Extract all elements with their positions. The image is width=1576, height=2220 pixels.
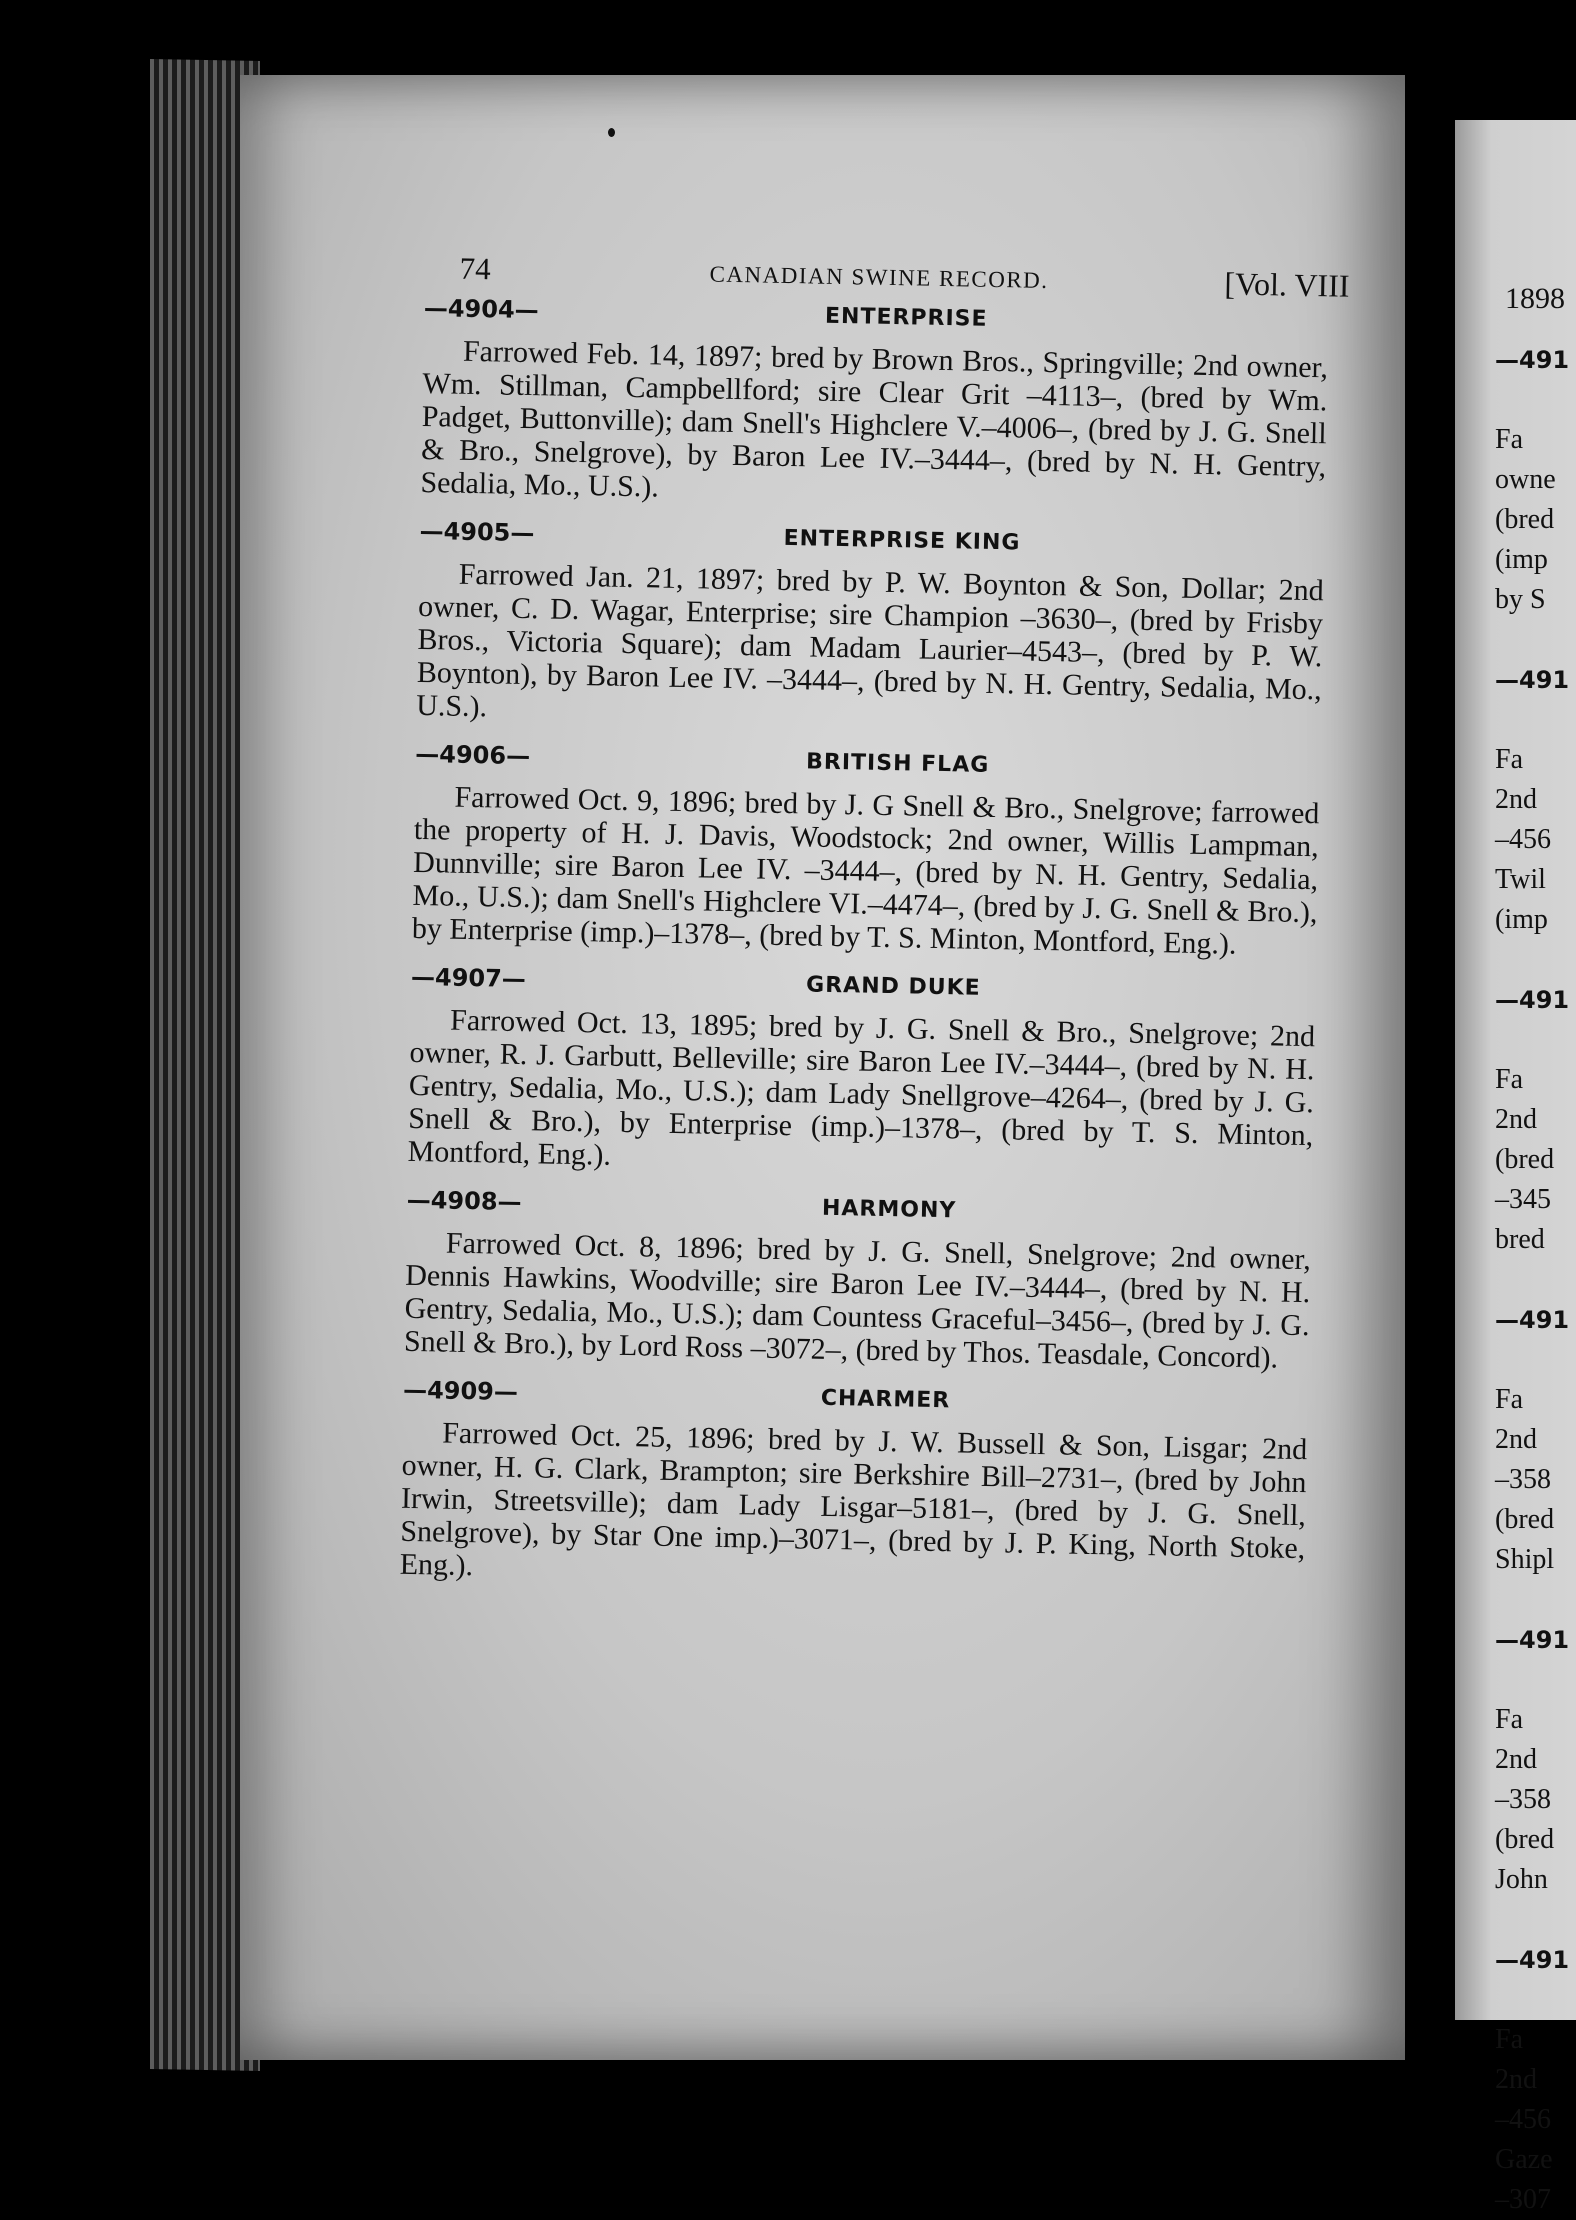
entry-text: Farrowed Jan. 21, 1897; bred by P. W. Boynton & Son, Dollar; 2nd owner, C. D. Wagar, Enterprise; sire Champion –3630–, (bred by Frisby Bros., Victoria Square); dam Madam Laurier–4543–, (bred by P. W. Boynton), by Baron Lee IV. –3444–, (bred by N. H. Gentry, Sedalia, Mo., U.S.). [415,557,1324,724]
right-page-line: –358 [1495,1464,1551,1495]
right-page-line [1495,1340,1576,1380]
right-page-line: —491 [1495,346,1570,374]
right-page-line [1495,1260,1576,1300]
running-title: CANADIAN SWINE RECORD. [709,261,1049,293]
entry-name: GRAND DUKE [805,972,981,1001]
ink-speck [608,128,615,137]
right-page-line: Fa [1495,2024,1523,2055]
right-page-line: (bred [1495,1144,1555,1175]
entry-name: CHARMER [820,1385,951,1414]
right-page-line: (bred [1495,504,1555,535]
right-page-line: —491 [1495,1946,1570,1974]
page-number: 74 [459,250,491,287]
right-page-line: Shipl [1495,1544,1555,1575]
record-entry [416,517,1325,739]
entry-number: —4904— [423,293,539,325]
right-page-line: by S [1495,584,1546,615]
right-page-line: 2nd [1495,1424,1537,1455]
right-page-line: (bred [1495,1504,1555,1535]
right-page-line: Fa [1495,424,1523,455]
right-page-line [1495,700,1576,740]
right-page-line [1495,1580,1576,1620]
entry-number: —4907— [410,962,527,994]
right-page-line: –307 [1495,2184,1551,2215]
right-page-line: owne [1495,464,1556,495]
right-page-line: (bred [1495,1824,1555,1855]
right-page-line: 2nd [1495,1744,1537,1775]
entry-number: —4909— [402,1375,519,1406]
right-page-line: 2nd [1495,1104,1537,1135]
right-page-line: 2nd [1495,784,1537,815]
right-page-line: —491 [1495,986,1570,1014]
entry-text: Farrowed Oct. 8, 1896; bred by J. G. Snell, Snelgrove; 2nd owner, Dennis Hawkins, Woodville; sire Baron Lee IV.–3444–, (bred by N. H. Gentry, Sedalia, Mo., U.S.); dam Countess Graceful–3456–, (bred by J. G. Snell & Bro.), by Lord Ross –3072–, (bred by Thos. Teasdale, Concord). [403,1226,1312,1375]
record-entry [412,740,1321,962]
volume-label: [Vol. VIII [1224,265,1350,304]
entry-name: ENTERPRISE [824,303,988,332]
right-page-line: –345 [1495,1184,1551,1215]
entry-text: Farrowed Oct. 13, 1895; bred by J. G. Snell & Bro., Snelgrove; 2nd owner, R. J. Garbutt, Belleville; sire Baron Lee IV.–3444–, (bred by N. H. Gentry, Sedalia, Mo., U.S.); dam Lady Snellgrove–4264–, (bred by J. G. Snell & Bro.), by Enterprise (imp.)–1378–, (bred by T. S. Minton, Montford, Eng.). [407,1003,1316,1172]
right-page-line [1495,380,1576,420]
right-page-line: Fa [1495,1384,1523,1415]
entry-number: —4905— [419,516,535,548]
right-page-year: 1898 [1505,282,1565,315]
entry-text: Farrowed Oct. 9, 1896; bred by J. G Snell & Bro., Snelgrove; farrowed the property of H. J. Davis, Woodstock; 2nd owner, Willis Lampman, Dunnville; sire Baron Lee IV. –3444–, (bred by N. H. Gentry, Sedalia, Mo., U.S.); dam Snell's Highclere VI.–4474–, (bred by J. G. Snell & Bro.), by Enterprise (imp.)–1378–, (bred by T. S. Minton, Montford, Eng.). [411,780,1320,961]
record-entry [420,294,1329,516]
right-page-line: (imp [1495,904,1548,935]
entry-number: —4906— [415,739,531,771]
right-page-line: —491 [1495,666,1570,694]
entry-name: BRITISH FLAG [805,749,990,778]
right-page-line [1495,620,1576,660]
right-page-line: (imp [1495,544,1548,575]
right-page-line: 2nd [1495,2064,1537,2095]
right-page-line: Twil [1495,864,1546,895]
right-page-line: —491 [1495,1306,1570,1334]
record-entry [407,963,1316,1185]
right-page-line: Fa [1495,1064,1523,1095]
right-page-line: John [1495,1864,1548,1895]
right-page-line [1495,1900,1576,1940]
right-page-line: Fa [1495,744,1523,775]
right-page-line: bred [1495,1224,1545,1255]
right-page-line: –358 [1495,1784,1551,1815]
right-page-line: –456 [1495,824,1551,855]
entry-number: —4908— [406,1185,522,1217]
book-gutter [1405,60,1455,2110]
right-page-fragments [1495,340,1576,2220]
right-page-line: Fa [1495,1704,1523,1735]
entry-text: Farrowed Oct. 25, 1896; bred by J. W. Bussell & Son, Lisgar; 2nd owner, H. G. Clark, Brampton; sire Berkshire Bill–2731–, (bred by John Irwin, Streetsville); dam Lady Lisgar–5181–, (bred by J. G. Snell, Snelgrove), by Star One imp.)–3071–, (bred by J. P. King, North Stoke, Eng.). [399,1416,1308,1583]
right-page-line [1495,1020,1576,1060]
right-page-line [1495,940,1576,980]
right-page-line: –456 [1495,2104,1551,2135]
right-page-line: —491 [1495,1626,1570,1654]
entry-name: HARMONY [821,1195,957,1224]
record-entry [404,1186,1312,1375]
right-page-line [1495,1980,1576,2020]
entry-text: Farrowed Feb. 14, 1897; bred by Brown Bros., Springville; 2nd owner, Wm. Stillman, Campbellford; sire Clear Grit –4113–, (bred by Wm. Padget, Buttonville); dam Snell's Highclere V.–4006–, (bred by J. G. Snell & Bro., Snelgrove), by Baron Lee IV.–3444–, (bred by N. H. Gentry, Sedalia, Mo., U.S.). [420,334,1329,504]
entry-name: ENTERPRISE KING [783,525,1021,556]
left-page-content [399,250,1350,1616]
right-page-line: Gaze [1495,2144,1553,2175]
record-entry [399,1376,1308,1598]
right-page-line [1495,1660,1576,1700]
